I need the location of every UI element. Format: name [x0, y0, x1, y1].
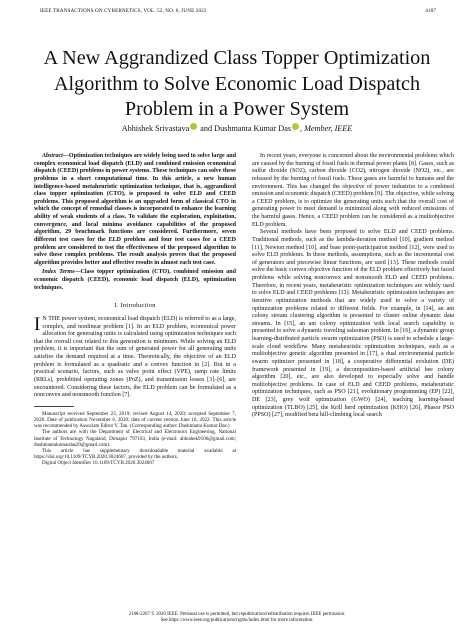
intro-paragraph	[34, 313, 236, 400]
orcid-icon[interactable]	[190, 123, 197, 130]
author-line	[30, 123, 444, 133]
running-header	[40, 8, 436, 18]
page-number: 4187	[425, 8, 436, 14]
abstract	[34, 153, 236, 267]
copyright-line: 2168-2267 © 2020 IEEE. Personal use is permitted, but republication/redistribution requires IEEE permission.	[128, 612, 346, 617]
author-conjunction: and	[200, 124, 213, 133]
paper-title: A New Aggrandized Class Topper Optimization Algorithm to Solve Economic Load Dispatch Problem in a Power System	[43, 47, 431, 120]
author-membership: , Member, IEEE	[300, 124, 353, 133]
author-1: Abhishek Srivastava	[121, 124, 190, 133]
footnote-supplementary: This article has supplementary downloadable material available at https://doi.org/10.1109/TCYB.2020.3024607, provided by the authors.	[34, 447, 236, 461]
abstract-text: Optimization techniques are widely being used to solve large and complex economical load dispatch (ELD) and combined emission economical dispatch (CEED) problems in power systems. These techniques can solve these problems in a short computational time. In this article, a new human intelligence-based metaheuristic optimization technique, that is, aggrandized class topper optimization (CTO), is proposed to solve ELD and CEED problems. This proposed algorithm is an upgraded form of classical CTO in which the concept of remedial classes is incorporated to enhance the learning ability of weak students of a class. To validate the exploration, exploitation, convergence, and local minima avoidance capabilities of the proposed algorithm, 29 benchmark functions are considered. Furthermore, seven different test cases for the ELD problem and four test cases for a CEED problem are considered to test the effectiveness of the proposed algorithm to solve these complex problems. The result analysis proves that the proposed algorithm provides better and effective results in almost each test case.	[34, 153, 236, 266]
section-heading: I. Introduction	[114, 302, 156, 310]
intro-text: N THE power system, economical load dispatch (ELD) is referred to as a large, complex, and nonlinear problem [1]. In an ELD problem, economical power allocation for generating units is calculated using optimization techniques such that the overall cost related to this generation is minimum. While solving an ELD problem, it is important that the sum of generated power for all generating units satisfies the demand required at a time. Theoretically, the objective of an ELD problem is formulated as a quadratic and a convex function in [2]. But in a practical scenario, factors, such as valve point effect (VPE), ramp rate limits (RRLs), prohibited operating zones (PoZ), and transmission losses [3]–[6], are encountered. Considering these factors, the ELD problem can be formulated as a nonconvex and nonsmooth function [7].	[34, 315, 236, 399]
drop-cap: I	[34, 313, 41, 335]
body-paragraph-2: Several methods have been proposed to solve ELD and CEED problems. Traditional methods, such as the lambda-iteration method [10], gradient method [11], Newton method [10], and base point-participation method [12], were used to solve ELD problems. In these methods, assumptions, such as the incremental cost of generators and piecewise linear functions, are used [13]. These methods could solve the basic convex objective function of the ELD problem effectively but faced problems while solving nonconvex and nonsmooth ELD and CEED problems. Therefore, in recent years, metaheuristic optimization techniques are widely used to solve ELD and CEED problems [13]. Metaheuristic optimization techniques are iterative optimization methods that are widely used to solve a variety of optimization problems related to different fields. For example, in [14], an ant colony stream clustering algorithm is presented to cluster online dynamic data streams. In [15], an ant colony optimization with local search capability is presented to solve a dynamic traveling salesman problem. In [16], a dynamic group learning-distributed particle swarm optimization (PSO) is used to schedule a large-scale cloud workflow. Many metaheuristic optimization techniques, such as a multiobjective genetic algorithm presented in [17], a dual environmental particle swarm optimizer presented in [18], a cooperative differential evolution (DE) framework presented in [19], a decomposition-based artificial bee colony algorithm [20], etc., are also developed to especially solve and handle multiobjective problems. In case of ELD and CEED problems, metaheuristic optimization techniques, such as PSO [21], evolutionary programming (EP) [22], DE [23], grey wolf optimization (GWO) [24], teaching learning-based optimization (TLBO) [25], the Krill herd optimization (KHO) [26], Phasor PSO (PPSO) [27], modified beta hill-climbing local search	[252, 229, 454, 419]
index-terms	[34, 269, 236, 292]
journal-name: IEEE TRANSACTIONS ON CYBERNETICS, VOL. 52, NO. 6, JUNE 2022	[40, 8, 207, 14]
footnote-affiliation: The authors are with the Department of Electrical and Electronics Engineering, National Institute of Technology Nagaland, Dimapur 797103, India (e-mail: abhishek9106@gmail.com; dushmantakumardas29@gmail.com).	[34, 429, 236, 448]
abstract-label: Abstract—	[42, 153, 69, 159]
left-column	[34, 153, 236, 467]
orcid-icon[interactable]	[292, 123, 299, 130]
rights-link[interactable]: See https://www.ieee.org/publications/rights/index.html for more information.	[160, 618, 314, 624]
index-terms-label: Index Terms—	[42, 269, 81, 276]
footnote-doi: Digital Object Identifier 10.1109/TCYB.2020.3024607	[42, 460, 155, 467]
index-terms-text: Class topper optimization (CTO), combined emission and economic dispatch (CEED), economic load dispatch (ELD), optimization techniques.	[34, 269, 236, 291]
author-2: Dushmanta Kumar Das	[214, 124, 292, 133]
copyright-footer	[0, 612, 474, 625]
footnote-manuscript: Manuscript received September 23, 2019; revised August 14, 2020; accepted September 7, 2020. Date of publication November 6, 2020; date of current version June 16, 2022. This article was recommended by Associate Editor Y. Tan. (Corresponding author: Dushmanta Kumar Das.)	[34, 410, 236, 430]
body-paragraph-1: In recent years, everyone is concerned about the environmental problems which are caused by the burning of fossil fuels in thermal power plants [8]. Gases, such as sulfur dioxide (SO2), carbon dioxide (CO2), nitrogen dioxide (NO2), etc., are released by the burning of fossil fuels. These gases are harmful to humans and the environment. This has changed the objective of power industries to a combined emission and economic dispatch (CEED) problem [9]. The objective, while solving a CEED problem, is to optimize the generating units such that the overall cost of generating power to meet demand is minimized along with reduced emissions of the harmful gases. Hence, a CEED problem can be considered as a multiobjective ELD problem.	[252, 153, 455, 228]
footnote-divider	[34, 406, 74, 407]
right-column	[252, 153, 454, 420]
